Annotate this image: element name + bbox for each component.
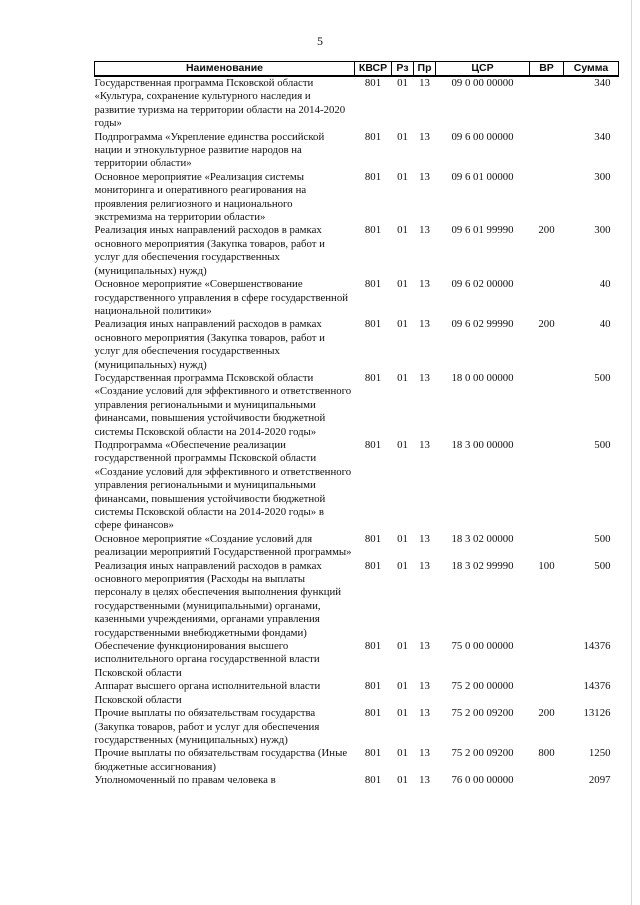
cell-vr (530, 680, 564, 707)
cell-sum: 14376 (583, 640, 611, 653)
cell-sum: 340 (594, 130, 611, 143)
cell-vr: 200 (538, 707, 555, 720)
cell-vr: 100 (538, 559, 555, 572)
scan-edge-line (631, 0, 632, 905)
cell-rz: 01 (397, 438, 408, 451)
cell-name: Государственная программа Псковской области «Создание условий для эффективного и ответственного управления региональными и муниципальными финансами, повышения устойчивости бюджетной системы Псковской области на 2014-2020 годы» (94, 371, 352, 438)
cell-sum: 2097 (588, 774, 611, 787)
cell-sum: 500 (594, 532, 611, 545)
cell-sum: 300 (594, 170, 611, 183)
cell-sum: 13126 (583, 707, 611, 720)
cell-name: Государственная программа Псковской области «Культура, сохранение культурного наследия и развитие туризма на территории области на 2014-2020 годы» (94, 77, 346, 130)
cell-rz: 01 (397, 640, 408, 653)
cell-rz: 01 (397, 680, 408, 693)
cell-name: Подпрограмма «Укрепление единства российской нации и этнокультурное развитие народов на территории области» (94, 130, 325, 170)
cell-kvsr: 801 (364, 170, 382, 183)
budget-table (94, 61, 619, 788)
cell-name: Прочие выплаты по обязательствам государства (Иные бюджетные ассигнования) (94, 747, 348, 773)
cell-kvsr: 801 (364, 680, 382, 693)
header-rz: Рз (392, 62, 414, 77)
table-row (95, 640, 619, 680)
cell-pr: 13 (419, 224, 430, 237)
cell-rz: 01 (397, 318, 408, 331)
cell-csr: 75 2 00 09200 (451, 747, 514, 760)
table-row (95, 131, 619, 171)
cell-rz: 01 (397, 707, 408, 720)
cell-vr: 200 (538, 318, 555, 331)
table-row (95, 318, 619, 372)
cell-rz: 01 (397, 130, 408, 143)
cell-name: Обеспечение функционирования высшего исполнительного органа государственной власти Псковской области (94, 640, 320, 679)
cell-csr: 18 3 02 00000 (451, 532, 514, 545)
cell-kvsr: 801 (364, 77, 382, 89)
cell-sum: 40 (599, 318, 611, 331)
cell-sum: 500 (594, 559, 611, 572)
cell-csr: 18 0 00 00000 (451, 371, 514, 384)
header-pr: Пр (414, 62, 436, 77)
cell-pr: 13 (419, 559, 430, 572)
cell-name: Реализация иных направлений расходов в рамках основного мероприятия (Расходы на выплаты персоналу в целях обеспечения выполнения функций государственными (муниципальными) органами, казенными учреждениями, органами управления государственными внебюджетными фондами) (94, 559, 342, 639)
cell-kvsr: 801 (364, 278, 382, 291)
cell-name: Основное мероприятие «Совершенствование государственного управления в сфере государственной национальной политики» (94, 278, 348, 317)
cell-name: Аппарат высшего органа исполнительной власти Псковской области (94, 680, 321, 706)
cell-pr: 13 (419, 318, 430, 331)
cell-vr (530, 439, 564, 533)
table-row (95, 747, 619, 774)
cell-vr (530, 278, 564, 318)
cell-rz: 01 (397, 371, 408, 384)
table-row (95, 774, 619, 787)
header-name: Наименование (95, 62, 355, 77)
cell-kvsr: 801 (364, 318, 382, 331)
cell-csr: 09 6 01 99990 (451, 224, 514, 237)
cell-pr: 13 (419, 747, 430, 760)
cell-name: Подпрограмма «Обеспечение реализации государственной программы Псковской области «Создание условий для эффективного и ответственного управления региональными и муниципальными финансами, повышения устойчивости бюджетной системы Псковской области на 2014-2020 годы» в сфере финансов» (94, 438, 352, 532)
cell-sum: 340 (594, 77, 611, 89)
table-row (95, 278, 619, 318)
cell-rz: 01 (397, 77, 408, 89)
cell-kvsr: 801 (364, 774, 382, 787)
cell-vr (530, 171, 564, 225)
cell-csr: 75 2 00 09200 (451, 707, 514, 720)
cell-csr: 75 2 00 00000 (451, 680, 514, 693)
header-sum: Сумма (564, 62, 619, 77)
cell-csr: 75 0 00 00000 (451, 640, 514, 653)
table-row (95, 372, 619, 439)
cell-sum: 14376 (583, 680, 611, 693)
cell-csr: 09 0 00 00000 (451, 77, 514, 89)
cell-pr: 13 (419, 680, 430, 693)
cell-vr (530, 533, 564, 560)
cell-kvsr: 801 (364, 559, 382, 572)
cell-pr: 13 (419, 532, 430, 545)
cell-csr: 09 6 02 99990 (451, 318, 514, 331)
cell-rz: 01 (397, 774, 408, 787)
table-header-row (95, 62, 619, 77)
cell-vr (530, 131, 564, 171)
cell-vr (530, 774, 564, 787)
cell-name: Реализация иных направлений расходов в рамках основного мероприятия (Закупка товаров, работ и услуг для обеспечения государственных (муниципальных) нужд) (94, 318, 325, 371)
cell-name: Уполномоченный по правам человека в (94, 774, 276, 787)
cell-sum: 500 (594, 371, 611, 384)
cell-sum: 1250 (588, 747, 611, 760)
cell-sum: 40 (599, 278, 611, 291)
cell-vr: 800 (538, 747, 555, 760)
cell-csr: 09 6 00 00000 (451, 130, 514, 143)
cell-csr: 09 6 01 00000 (451, 170, 514, 183)
header-vr: ВР (530, 62, 564, 77)
cell-name: Реализация иных направлений расходов в рамках основного мероприятия (Закупка товаров, работ и услуг для обеспечения государственных (муниципальных) нужд) (94, 224, 325, 277)
cell-rz: 01 (397, 278, 408, 291)
cell-kvsr: 801 (364, 371, 382, 384)
cell-csr: 18 3 00 00000 (451, 438, 514, 451)
cell-rz: 01 (397, 559, 408, 572)
cell-csr: 18 3 02 99990 (451, 559, 514, 572)
cell-csr: 09 6 02 00000 (451, 278, 514, 291)
cell-rz: 01 (397, 224, 408, 237)
cell-pr: 13 (419, 707, 430, 720)
cell-csr: 76 0 00 00000 (451, 774, 514, 787)
cell-kvsr: 801 (364, 707, 382, 720)
cell-pr: 13 (419, 774, 430, 787)
cell-pr: 13 (419, 640, 430, 653)
cell-kvsr: 801 (364, 532, 382, 545)
header-kvsr: КВСР (355, 62, 392, 77)
table-row (95, 707, 619, 747)
cell-pr: 13 (419, 371, 430, 384)
cell-vr (530, 640, 564, 680)
table-row (95, 560, 619, 640)
cell-rz: 01 (397, 747, 408, 760)
cell-pr: 13 (419, 438, 430, 451)
table-row (95, 171, 619, 225)
table-row (95, 680, 619, 707)
cell-kvsr: 801 (364, 438, 382, 451)
table-row (95, 76, 619, 131)
cell-vr: 200 (538, 224, 555, 237)
cell-name: Прочие выплаты по обязательствам государства (Закупка товаров, работ и услуг для обеспечения государственных (муниципальных) нужд) (94, 707, 320, 746)
table-row (95, 224, 619, 278)
cell-kvsr: 801 (364, 747, 382, 760)
cell-name: Основное мероприятие «Создание условий для реализации мероприятий Государственной программы» (94, 532, 352, 559)
table-row (95, 439, 619, 533)
cell-pr: 13 (419, 130, 430, 143)
cell-kvsr: 801 (364, 224, 382, 237)
cell-kvsr: 801 (364, 130, 382, 143)
table-row (95, 533, 619, 560)
cell-sum: 300 (594, 224, 611, 237)
cell-kvsr: 801 (364, 640, 382, 653)
cell-rz: 01 (397, 532, 408, 545)
cell-name: Основное мероприятие «Реализация системы мониторинга и оперативного реагирования на проявления религиозного и национального экстремизма на территории области» (94, 170, 307, 224)
cell-pr: 13 (419, 77, 430, 89)
cell-pr: 13 (419, 170, 430, 183)
cell-pr: 13 (419, 278, 430, 291)
cell-vr (530, 76, 564, 131)
cell-sum: 500 (594, 438, 611, 451)
cell-rz: 01 (397, 170, 408, 183)
cell-vr (530, 372, 564, 439)
page-number: 5 (317, 34, 323, 48)
header-csr: ЦСР (436, 62, 530, 77)
